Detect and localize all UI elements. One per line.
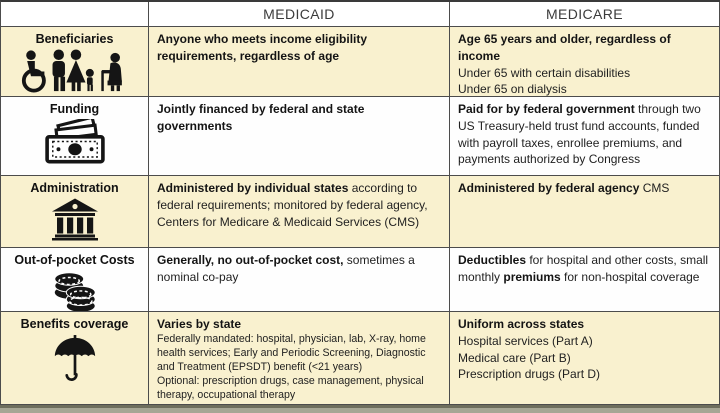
row-benefits-coverage <box>1 312 720 405</box>
cell-text: Deductibles <box>458 253 527 267</box>
cell-text: according to federal requirements; monitored by federal agency, Centers for Medicare & Medicaid Services (CMS) <box>157 181 428 229</box>
medicare-funding-cell <box>450 97 720 176</box>
cell-text: Anyone who meets income eligibility requirements, regardless of age <box>157 32 368 63</box>
medicare-administration-cell <box>450 176 720 248</box>
row-out-of-pocket-costs <box>1 248 720 312</box>
row-administration <box>1 176 720 248</box>
cell-text: Varies by state <box>157 317 242 331</box>
coin-stacks-icon <box>49 270 101 312</box>
cell-text: premiums <box>503 269 561 284</box>
row-funding <box>1 97 720 176</box>
cell-text: for hospital and other costs, small monthly <box>458 253 709 284</box>
row-label-cell <box>1 97 149 176</box>
header-row <box>1 2 720 27</box>
medicaid-out-of-pocket-cell <box>149 248 450 312</box>
medicaid-beneficiaries-cell <box>149 27 450 97</box>
cell-text: for non-hospital coverage <box>560 269 700 284</box>
bank-building-icon <box>52 198 98 241</box>
medicare-out-of-pocket-cell <box>450 248 720 312</box>
row-label-cell <box>1 176 149 248</box>
cell-text: sometimes a nominal co-pay <box>157 253 415 284</box>
row-label-cell <box>1 248 149 312</box>
row-beneficiaries <box>1 27 720 97</box>
medicaid-benefits-cell <box>149 312 450 405</box>
row-label: Administration <box>30 181 119 195</box>
medicare-benefits-cell <box>450 312 720 405</box>
medicaid-funding-cell <box>149 97 450 176</box>
row-label-cell <box>1 312 149 405</box>
row-label: Beneficiaries <box>35 32 114 46</box>
row-label-cell <box>1 27 149 97</box>
cell-text: through two US Treasury-held trust fund accounts, funded with payroll taxes, enrollee premiums, and payments authorized by Congress <box>458 102 701 167</box>
cell-text: CMS <box>639 181 670 195</box>
cell-text: Under 65 on dialysis <box>458 82 567 97</box>
cell-text: Age 65 years and older, regardless of income <box>458 32 671 63</box>
cell-text: Hospital services (Part A) <box>458 333 593 348</box>
cell-text: Under 65 with certain disabilities <box>458 65 631 80</box>
cell-text: Administered by individual states <box>157 181 349 195</box>
cell-text: Optional: prescription drugs, case management, physical therapy, occupational therapy <box>157 374 424 401</box>
row-label: Out-of-pocket Costs <box>14 253 135 267</box>
header-medicare: MEDICARE <box>450 2 720 27</box>
cell-text: Uniform across states <box>458 317 585 331</box>
row-label: Funding <box>49 102 100 116</box>
cell-text: Jointly financed by federal and state governments <box>157 102 365 133</box>
people-group-icon <box>14 49 136 93</box>
medicaid-administration-cell <box>149 176 450 248</box>
cell-text: Paid for by federal government <box>458 102 635 116</box>
cell-text: Medical care (Part B) <box>458 350 571 365</box>
row-label: Benefits coverage <box>20 317 129 331</box>
medicare-beneficiaries-cell <box>450 27 720 97</box>
header-medicaid: MEDICAID <box>149 2 450 27</box>
cell-text: Generally, no out-of-pocket cost, <box>157 253 344 267</box>
header-empty-cell <box>1 2 149 27</box>
umbrella-icon <box>52 334 98 384</box>
cell-text: Federally mandated: hospital, physician, lab, X-ray, home health services; Early and Periodic Screening, Diagnostic and Treatment (EPSDT) benefit (<21 years) <box>157 332 426 373</box>
banknotes-icon <box>44 119 106 165</box>
bottom-edge-bar <box>0 405 720 413</box>
cell-text: Administered by federal agency <box>458 181 640 195</box>
cell-text: Prescription drugs (Part D) <box>458 367 601 382</box>
